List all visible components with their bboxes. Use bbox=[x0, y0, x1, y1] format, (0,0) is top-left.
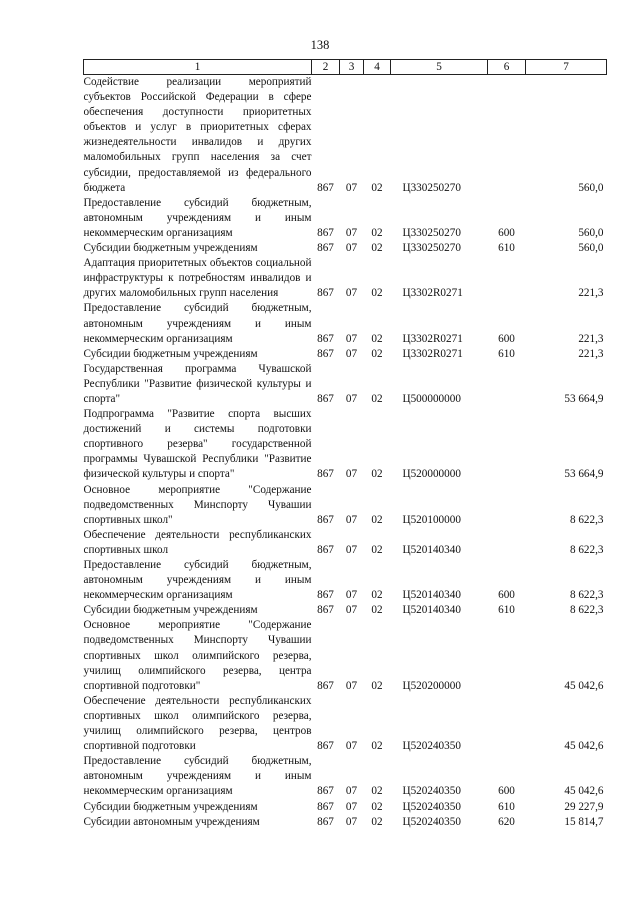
row-target-article: Ц500000000 bbox=[402, 392, 461, 405]
row-name: Обеспечение деятельности республиканских спортивных школ олимпийского резерва, училищ олимпийского резерва, центров спортивной подготовки bbox=[83, 694, 312, 753]
table-body bbox=[84, 75, 607, 830]
row-grbs-code: 867 bbox=[317, 604, 334, 617]
row-target-article: Ц520200000 bbox=[402, 679, 461, 692]
row-section-code: 07 bbox=[345, 513, 358, 526]
row-target-article: Ц3302R0271 bbox=[402, 347, 463, 360]
page-number: 138 bbox=[310, 38, 330, 52]
row-section-code: 07 bbox=[345, 392, 358, 405]
row-expense-type: 600 bbox=[498, 589, 515, 602]
table-row bbox=[84, 754, 607, 799]
row-grbs-code: 867 bbox=[317, 181, 334, 194]
row-expense-type bbox=[488, 483, 526, 528]
header-col-1: 1 bbox=[84, 60, 312, 75]
row-subsection-code: 02 bbox=[371, 740, 383, 753]
row-expense-type: 620 bbox=[498, 815, 515, 828]
row-amount: 221,3 bbox=[578, 287, 604, 300]
table-row bbox=[84, 815, 607, 830]
row-grbs-code: 867 bbox=[317, 800, 334, 813]
row-name: Субсидии бюджетным учреждениям bbox=[83, 800, 258, 813]
row-expense-type bbox=[488, 256, 526, 301]
row-amount: 8 622,3 bbox=[569, 543, 604, 556]
header-col-2: 2 bbox=[312, 60, 340, 75]
row-target-article: Ц520100000 bbox=[402, 513, 461, 526]
row-section-code: 07 bbox=[345, 800, 358, 813]
header-col-3: 3 bbox=[340, 60, 364, 75]
table-row bbox=[84, 241, 607, 256]
row-section-code: 07 bbox=[345, 468, 358, 481]
row-grbs-code: 867 bbox=[317, 513, 334, 526]
row-section-code: 07 bbox=[345, 815, 358, 828]
row-subsection-code: 02 bbox=[371, 332, 383, 345]
row-target-article: Ц330250270 bbox=[402, 242, 461, 255]
row-target-article: Ц520140340 bbox=[402, 543, 461, 556]
row-name: Основное мероприятие "Содержание подведомственных Минспорту Чувашии спортивных школ" bbox=[83, 483, 312, 526]
row-name: Государственная программа Чувашской Республики "Развитие физической культуры и спорта" bbox=[83, 362, 312, 405]
row-grbs-code: 867 bbox=[317, 226, 334, 239]
table-row bbox=[84, 694, 607, 754]
row-target-article: Ц520000000 bbox=[402, 468, 461, 481]
row-subsection-code: 02 bbox=[371, 513, 383, 526]
row-section-code: 07 bbox=[345, 785, 358, 798]
row-name: Основное мероприятие "Содержание подведомственных Минспорту Чувашии спортивных школ олимпийского резерва, училищ олимпийского резерва, центра спортивной подготовки" bbox=[83, 619, 312, 692]
row-subsection-code: 02 bbox=[371, 800, 383, 813]
row-grbs-code: 867 bbox=[317, 347, 334, 360]
row-name: Субсидии бюджетным учреждениям bbox=[83, 347, 258, 360]
row-amount: 45 042,6 bbox=[564, 785, 604, 798]
table-row bbox=[84, 407, 607, 482]
row-expense-type: 600 bbox=[498, 785, 515, 798]
row-subsection-code: 02 bbox=[371, 543, 383, 556]
row-grbs-code: 867 bbox=[317, 287, 334, 300]
table-row bbox=[84, 347, 607, 362]
header-col-6: 6 bbox=[488, 60, 526, 75]
row-target-article: Ц520240350 bbox=[402, 815, 461, 828]
row-subsection-code: 02 bbox=[371, 785, 383, 798]
row-section-code: 07 bbox=[345, 740, 358, 753]
row-subsection-code: 02 bbox=[371, 815, 383, 828]
row-name: Предоставление субсидий бюджетным, автономным учреждениям и иным некоммерческим организациям bbox=[83, 196, 312, 239]
row-subsection-code: 02 bbox=[371, 589, 383, 602]
header-col-5: 5 bbox=[391, 60, 488, 75]
row-grbs-code: 867 bbox=[317, 785, 334, 798]
row-grbs-code: 867 bbox=[317, 242, 334, 255]
row-name: Субсидии бюджетным учреждениям bbox=[83, 242, 258, 255]
row-amount: 560,0 bbox=[578, 242, 604, 255]
row-amount: 45 042,6 bbox=[564, 740, 604, 753]
row-name: Обеспечение деятельности республиканских спортивных школ bbox=[83, 528, 312, 556]
row-grbs-code: 867 bbox=[317, 468, 334, 481]
row-name: Субсидии автономным учреждениям bbox=[83, 815, 260, 828]
table-row bbox=[84, 75, 607, 196]
row-target-article: Ц520240350 bbox=[402, 800, 461, 813]
row-subsection-code: 02 bbox=[371, 604, 383, 617]
row-subsection-code: 02 bbox=[371, 392, 383, 405]
row-expense-type bbox=[488, 75, 526, 196]
row-expense-type bbox=[488, 528, 526, 558]
row-section-code: 07 bbox=[345, 181, 358, 194]
row-grbs-code: 867 bbox=[317, 543, 334, 556]
row-expense-type: 610 bbox=[498, 800, 515, 813]
row-amount: 560,0 bbox=[578, 181, 604, 194]
row-section-code: 07 bbox=[345, 287, 358, 300]
row-grbs-code: 867 bbox=[317, 332, 334, 345]
table-row bbox=[84, 528, 607, 558]
table-row bbox=[84, 362, 607, 407]
table-row bbox=[84, 558, 607, 603]
table-row bbox=[84, 196, 607, 241]
row-name: Субсидии бюджетным учреждениям bbox=[83, 604, 258, 617]
row-amount: 221,3 bbox=[578, 332, 604, 345]
row-expense-type bbox=[488, 362, 526, 407]
row-grbs-code: 867 bbox=[317, 392, 334, 405]
row-name: Предоставление субсидий бюджетным, автономным учреждениям и иным некоммерческим организациям bbox=[83, 302, 312, 345]
row-target-article: Ц520140340 bbox=[402, 604, 461, 617]
row-amount: 53 664,9 bbox=[564, 392, 604, 405]
row-grbs-code: 867 bbox=[317, 679, 334, 692]
row-section-code: 07 bbox=[345, 589, 358, 602]
row-section-code: 07 bbox=[345, 679, 358, 692]
row-subsection-code: 02 bbox=[371, 226, 383, 239]
row-subsection-code: 02 bbox=[371, 347, 383, 360]
row-expense-type: 600 bbox=[498, 226, 515, 239]
row-target-article: Ц3302R0271 bbox=[402, 332, 463, 345]
row-amount: 29 227,9 bbox=[564, 800, 604, 813]
row-name: Адаптация приоритетных объектов социальной инфраструктуры к потребностям инвалидов и других маломобильных групп населения bbox=[83, 257, 312, 300]
row-subsection-code: 02 bbox=[371, 287, 383, 300]
row-expense-type bbox=[488, 618, 526, 693]
row-subsection-code: 02 bbox=[371, 242, 383, 255]
row-expense-type: 610 bbox=[498, 347, 515, 360]
row-expense-type: 610 bbox=[498, 604, 515, 617]
header-row bbox=[84, 60, 607, 75]
row-grbs-code: 867 bbox=[317, 589, 334, 602]
row-grbs-code: 867 bbox=[317, 815, 334, 828]
table-row bbox=[84, 603, 607, 618]
row-amount: 45 042,6 bbox=[564, 679, 604, 692]
row-section-code: 07 bbox=[345, 242, 358, 255]
table-row bbox=[84, 301, 607, 346]
table-row bbox=[84, 618, 607, 693]
row-amount: 8 622,3 bbox=[569, 513, 604, 526]
row-name: Содействие реализации мероприятий субъектов Российской Федерации в сфере обеспечения доступности приоритетных объектов и услуг в приоритетных сферах жизнедеятельности инвалидов и других маломобильных групп населения за счет субсидии, предоставляемой из федерального бюджета bbox=[83, 76, 312, 194]
row-amount: 53 664,9 bbox=[564, 468, 604, 481]
row-section-code: 07 bbox=[345, 543, 358, 556]
row-target-article: Ц3302R0271 bbox=[402, 287, 463, 300]
row-subsection-code: 02 bbox=[371, 181, 383, 194]
row-amount: 560,0 bbox=[578, 226, 604, 239]
table-row bbox=[84, 256, 607, 301]
row-section-code: 07 bbox=[345, 226, 358, 239]
row-grbs-code: 867 bbox=[317, 740, 334, 753]
row-expense-type bbox=[488, 407, 526, 482]
row-name: Подпрограмма "Развитие спорта высших достижений и системы подготовки спортивного резерва" государственной программы Чувашской Республики "Развитие физической культуры и спорта" bbox=[83, 408, 312, 481]
row-target-article: Ц520240350 bbox=[402, 740, 461, 753]
row-amount: 15 814,7 bbox=[564, 815, 604, 828]
budget-table bbox=[83, 59, 607, 830]
header-col-7: 7 bbox=[526, 60, 607, 75]
row-expense-type: 610 bbox=[498, 242, 515, 255]
table-row bbox=[84, 483, 607, 528]
row-subsection-code: 02 bbox=[371, 679, 383, 692]
row-amount: 8 622,3 bbox=[569, 589, 604, 602]
table-row bbox=[84, 800, 607, 815]
row-target-article: Ц330250270 bbox=[402, 226, 461, 239]
row-expense-type bbox=[488, 694, 526, 754]
row-section-code: 07 bbox=[345, 604, 358, 617]
row-target-article: Ц520140340 bbox=[402, 589, 461, 602]
row-amount: 221,3 bbox=[578, 347, 604, 360]
row-expense-type: 600 bbox=[498, 332, 515, 345]
row-subsection-code: 02 bbox=[371, 468, 383, 481]
row-name: Предоставление субсидий бюджетным, автономным учреждениям и иным некоммерческим организациям bbox=[83, 559, 312, 602]
header-col-4: 4 bbox=[364, 60, 391, 75]
row-name: Предоставление субсидий бюджетным, автономным учреждениям и иным некоммерческим организациям bbox=[83, 755, 312, 798]
row-target-article: Ц330250270 bbox=[402, 181, 461, 194]
row-section-code: 07 bbox=[345, 347, 358, 360]
row-target-article: Ц520240350 bbox=[402, 785, 461, 798]
row-section-code: 07 bbox=[345, 332, 358, 345]
row-amount: 8 622,3 bbox=[569, 604, 604, 617]
